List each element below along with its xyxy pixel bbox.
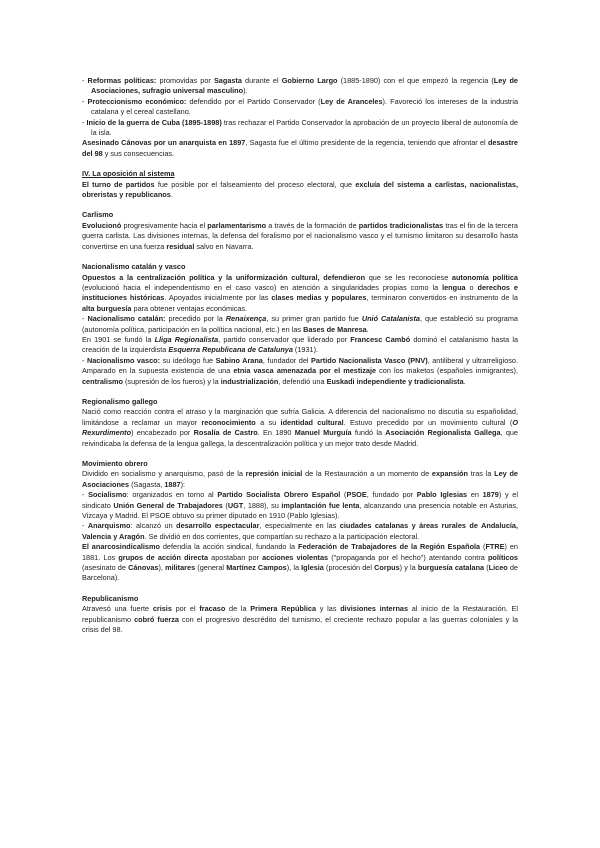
paragraph-regionalismo: Nació como reacción contra el atraso y la marginación que sufría Galicia. A diferencia del nacionalismo no discutía su españolidad, limitándose a reclamar un mayor reconocimiento a su identidad cultural. Estuvo precedido por un movimiento cultural (O Rexurdimento) encabezado por Rosalía de Castro. En 1890 Manuel Murguía fundó la Asociación Regionalista Gallega, que reivindicaba la defensa de la lengua gallega, la descentralización política y un mejor trato desde Madrid. [82,407,519,448]
bullet-guerra-cuba: - Inicio de la guerra de Cuba (1895-1898) tras rechazar el Partido Conservador la aprobación de un proyecto liberal de autonomía de la isla. [82,117,518,138]
heading-movimiento-obrero: Movimiento obrero [82,459,148,468]
paragraph-movimiento-intro: Dividido en socialismo y anarquismo, pasó de la represión inicial de la Restauración a un momento de expansión tras la Ley de Asociaciones (Sagasta, 1887): [82,469,518,489]
paragraph-nacionalismo-vasco: - Nacionalismo vasco: su ideólogo fue Sabino Arana, fundador del Partido Nacionalista Vasco (PNV), antiliberal y ultrarreligioso. Amparado en la supuesta existencia de una etnia vasca amenazada por el mestizaje con los maketos (españoles inmigrantes), centralismo (supresión de los fueros) y la industrialización, defendió una Euskadi independiente y tradicionalista. [82,355,518,386]
paragraph-turno: El turno de partidos fue posible por el falseamiento del proceso electoral, que excluía del sistema a carlistas, nacionalistas, obreristas y republicanos. [82,179,519,200]
heading-regionalismo: Regionalismo gallego [82,396,158,406]
paragraph-anarcosindicalismo: El anarcosindicalismo defendía la acción sindical, fundando la Federación de Trabajadores de la Región Española (FTRE) en 1881. Los grupos de acción directa apostaban por acciones violentas ("propaganda por el hecho") atentando contra políticos (asesinato de Cánovas), militares (general Martínez Campos), la Iglesia (procesión del Corpus) y la burguesía catalana (Liceo de Barcelona). [82,542,518,583]
paragraph-carlismo: Evolucionó progresivamente hacia el parlamentarismo a través de la formación de partidos tradicionalistas tras el fin de la tercera guerra carlista. Las divisiones internas, la defensa del foralismo por el nacionalismo vasco y el turnismo limitaron su desarrollo hasta convertirse en una fuerza residual salvo en Navarra. [82,220,518,251]
paragraph-nacionalismo-catalan: - Nacionalismo catalán: precedido por la Renaixença, su primer gran partido fue Unió Catalanista, que estableció su programa (autonomía política, participación en la política nacional, etc.) en las Bases de Manresa. [82,314,518,334]
heading-nacionalismo: Nacionalismo catalán y vasco [82,262,186,272]
bullet-reformas: - Reformas políticas: promovidas por Sagasta durante el Gobierno Largo (1885-1890) con el que empezó la regencia (Ley de Asociaciones, sufragio universal masculino). [82,76,518,96]
paragraph-republicanismo: Atravesó una fuerte crisis por el fracaso de la Primera República y las divisiones internas al inicio de la Restauración. El republicanismo cobró fuerza con el progresivo descrédito del turnismo, el creciente rechazo popular a las guerras coloniales y la crisis del 98. [82,604,519,635]
heading-republicanismo: Republicanismo [82,593,139,603]
document-body [82,76,518,636]
section-title: IV. La oposición al sistema [82,169,175,179]
paragraph-lliga: En 1901 se fundó la Lliga Regionalista, partido conservador que liderado por Francesc Cambó dominó el catalanismo hasta la creación de la izquierdista Esquerra Republicana de Catalunya (1931). [82,334,519,355]
paragraph-nacionalismo-intro: Opuestos a la centralización política y la uniformización cultural, defendieron que se les reconociese autonomía política (evolucionó hacia el independentismo en el caso vasco) en atención a singularidades propias como la lengua o derechos e instituciones históricas. Apoyados inicialmente por las clases medias y populares, terminaron convertidos en instrumento de la alta burguesía para obtener ventajas económicas. [82,272,518,313]
heading-carlismo: Carlismo [82,210,114,220]
paragraph-asesinato: Asesinado Cánovas por un anarquista en 1897, Sagasta fue el último presidente de la regencia, teniendo que afrontar el desastre del 98 y sus consecuencias. [82,138,518,158]
bullet-proteccionismo: - Proteccionismo económico: defendido por el Partido Conservador (Ley de Aranceles). Favoreció los intereses de la industria catalana y el cereal castellano. [82,96,518,117]
paragraph-anarquismo: - Anarquismo: alcanzó un desarrollo espectacular, especialmente en las ciudades catalanas y áreas rurales de Andalucía, Valencia y Aragón. Se dividió en dos corrientes, que compartían su rechazo a la participación electoral. [82,521,518,541]
paragraph-socialismo: - Socialismo: organizados en torno al Partido Socialista Obrero Español (PSOE, fundado por Pablo Iglesias en 1879) y el sindicato Unión General de Trabajadores (UGT, 1888), su implantación fue lenta, alcanzando una presencia notable en Asturias, Vizcaya y Madrid. El PSOE obtuvo su primer diputado en 1910 (Pablo Iglesias). [82,490,519,521]
